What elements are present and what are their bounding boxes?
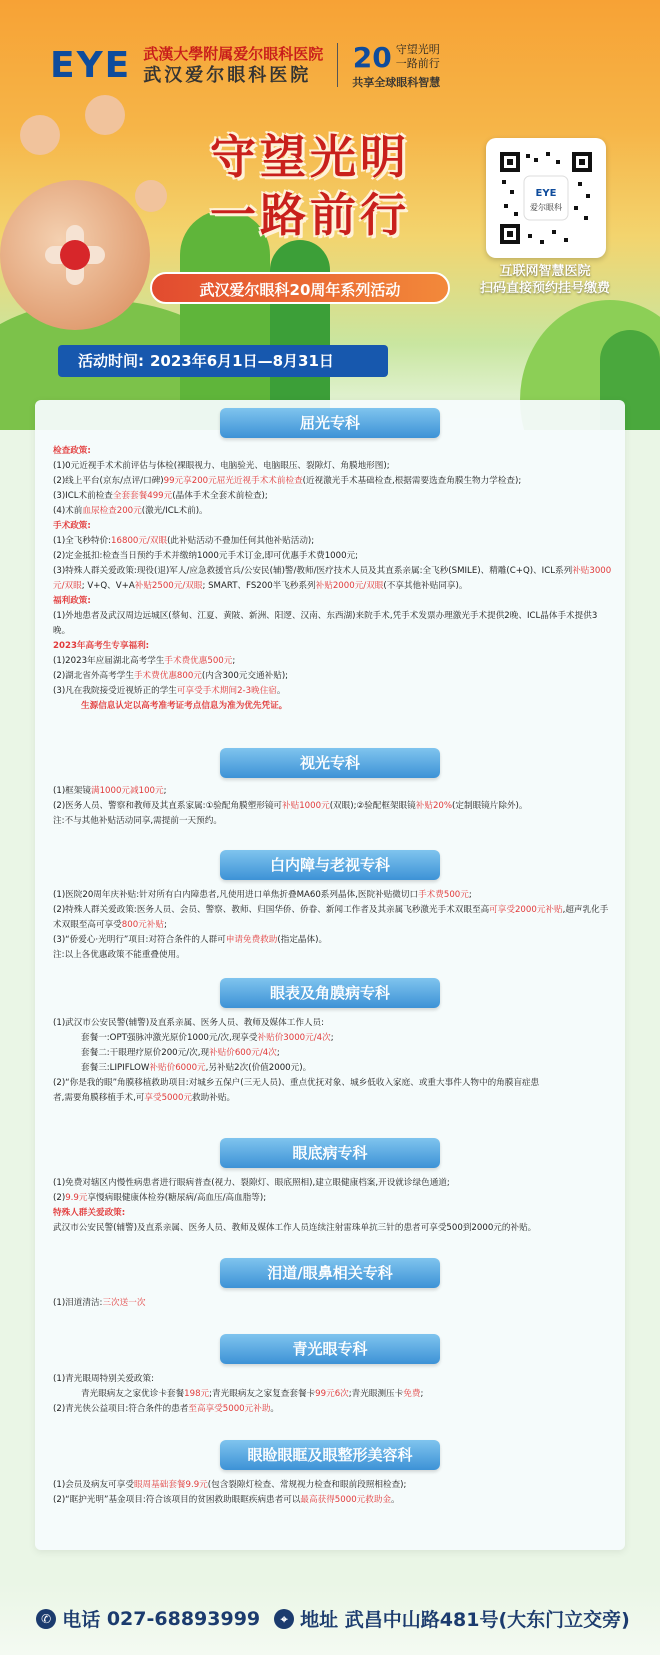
qr-brand: 爱尔眼科 xyxy=(530,203,562,212)
policy-line: 武汉市公安民警(辅警)及直系亲属、医务人员、教师及媒体工作人员连续注射雷珠单抗三针的患者可享受500到2000元的补贴。 xyxy=(53,1223,537,1233)
section-title-refractive: 屈光专科 xyxy=(220,408,440,438)
policy-line: (1)泪道清洁:三次送一次 xyxy=(53,1298,146,1308)
section-oculoplastic xyxy=(53,1478,613,1508)
section-title-lacrimal: 泪道/眼鼻相关专科 xyxy=(220,1258,440,1288)
section-title-cataract: 白内障与老视专科 xyxy=(220,850,440,880)
qr-code-icon xyxy=(486,138,606,258)
policy-note: 注:以上各优惠政策不能重叠使用。 xyxy=(53,950,185,960)
qr-caption-line-1: 互联网智慧医院 xyxy=(499,264,591,279)
address-label: 地址 xyxy=(300,1609,339,1631)
policy-line: (1)会员及病友可享受眼周基础套餐9.9元(包含裂隙灯检查、常规视力检查和眼前段照相检查); xyxy=(53,1480,407,1490)
policy-line: (2)定金抵扣:检查当日预约手术并缴纳1000元手术订金,即可优惠手术费1000元; xyxy=(53,551,359,561)
anniversary-logo xyxy=(352,41,440,90)
hospital-name-2: 武汉爱尔眼科医院 xyxy=(143,65,312,86)
section-lacrimal xyxy=(53,1296,613,1311)
policy-line: 青光眼病友之家优诊卡套餐198元;青光眼病友之家复查套餐卡99元6次;青光眼测压卡免费; xyxy=(81,1389,424,1399)
location-pin-icon: ⌖ xyxy=(274,1609,294,1629)
phone-number[interactable]: 027-68893999 xyxy=(106,1607,261,1630)
hospital-names xyxy=(143,43,323,87)
section-refractive xyxy=(53,444,613,714)
policy-line: 者,需要角膜移植手术,可享受5000元救助补贴。 xyxy=(53,1093,236,1103)
anniversary-slogan xyxy=(396,43,440,71)
anniversary-badge: 20 xyxy=(352,40,392,74)
policy-heading: 检查政策: xyxy=(53,446,91,456)
content-panel xyxy=(35,400,625,1550)
policy-line: (2)9.9元享慢病眼健康体检券(糖尿病/高血压/高血脂等); xyxy=(53,1193,267,1203)
slogan-line-1: 守望光明 xyxy=(395,43,440,56)
hospital-name-1: 武漢大學附属爱尔眼科医院 xyxy=(143,45,324,63)
policy-heading: 特殊人群关爱政策: xyxy=(53,1208,126,1218)
policy-line: 套餐一:OPT强脉冲激光原价1000元/次,现享受补贴价3000元/4次; xyxy=(81,1033,334,1043)
section-title-cornea: 眼表及角膜病专科 xyxy=(220,978,440,1008)
policy-line: (1)全飞秒特价:16800元/双眼(此补贴活动不叠加任何其他补贴活动); xyxy=(53,536,315,546)
address-value: 武昌中山路481号(大东门立交旁) xyxy=(344,1609,630,1631)
hero-subtitle: 武汉爱尔眼科20周年系列活动 xyxy=(150,272,450,304)
policy-line: (2)医务人员、警察和教师及其直系家属:①验配角膜塑形镜可补贴1000元(双眼);②验配框架眼镜补贴20%(定制眼镜片除外)。 xyxy=(53,801,528,811)
child-illustration xyxy=(20,115,60,155)
policy-line: (1)2023年应届湖北高考学生手术费优惠500元; xyxy=(53,656,236,666)
policy-line: (2)湖北省外高考学生手术费优惠800元(内含300元交通补贴); xyxy=(53,671,289,681)
policy-line: (1)0元近视手术术前评估与体检(裸眼视力、电脑验光、电脑眼压、裂隙灯、角膜地形图); xyxy=(53,461,390,471)
divider xyxy=(337,43,338,87)
section-cornea xyxy=(53,1016,613,1106)
propeller-hub xyxy=(60,240,90,270)
activity-date xyxy=(58,345,388,377)
eye-logo: EYE xyxy=(50,44,132,86)
section-title-oculoplastic: 眼睑眼眶及眼整形美容科 xyxy=(220,1440,440,1470)
hero-title xyxy=(155,128,465,244)
phone-icon: ✆ xyxy=(36,1609,56,1629)
date-value: 2023年6月1日—8月31日 xyxy=(150,352,334,370)
policy-line: (2)青光侠公益项目:符合条件的患者至高享受5000元补助。 xyxy=(53,1404,280,1414)
hero-title-line-2: 一路前行 xyxy=(210,188,410,242)
hero-banner xyxy=(0,0,660,430)
policy-line: (3)凡在我院接受近视矫正的学生可享受手术期间2-3晚住宿。 xyxy=(53,686,286,696)
section-optometry xyxy=(53,784,613,829)
section-title-glaucoma: 青光眼专科 xyxy=(220,1334,440,1364)
policy-line: (1)医院20周年庆补贴:针对所有白内障患者,凡使用进口单焦折叠MA60系列晶体,医院补贴微切口手术费500元; xyxy=(53,890,472,900)
hero-title-line-1: 守望光明 xyxy=(210,130,410,184)
footer-contact xyxy=(0,1582,660,1655)
policy-heading: 福利政策: xyxy=(53,596,91,606)
policy-line: (1)外地患者及武汉周边远城区(蔡甸、江夏、黄陂、新洲、阳逻、汉南、东西湖)来院手术,凭手术发票办理激光手术提供2晚、ICL晶体手术提供3晚。 xyxy=(53,611,598,636)
policy-line: (2)线上平台(京东/点评/口碑)99元享200元屈光近视手术术前检查(近视激光手术基础检查,根据需要选查角膜生物力学检查); xyxy=(53,476,522,486)
phone-label: 电话 xyxy=(62,1609,101,1631)
policy-line: (1)武汉市公安民警(辅警)及直系亲属、医务人员、教师及媒体工作人员: xyxy=(53,1018,324,1028)
policy-line: (2)特殊人群关爱政策:医务人员、会员、警察、教师、归国华侨、侨眷、新闻工作者及其亲属飞秒激光手术双眼至高可享受2000元补贴,超声乳化手术双眼至高可享受800元补贴; xyxy=(53,905,609,930)
section-retina xyxy=(53,1176,613,1236)
header-logos xyxy=(50,40,440,90)
policy-line: (2)“眶护光明”基金项目:符合该项目的贫困救助眼眶疾病患者可以最高获得5000元救助金。 xyxy=(53,1495,400,1505)
section-glaucoma xyxy=(53,1372,613,1417)
child-illustration xyxy=(85,95,125,135)
policy-line: (2)“你是我的眼”角膜移植救助项目:对城乡五保户(三无人员)、重点优抚对象、城乡低收入家庭、或重大事件人物中的角膜盲症患 xyxy=(53,1078,540,1088)
section-title-retina: 眼底病专科 xyxy=(220,1138,440,1168)
slogan-line-2: 一路前行 xyxy=(395,57,440,70)
policy-line: 套餐三:LIPIFLOW补贴价6000元,另补贴2次(价值2000元)。 xyxy=(81,1063,312,1073)
policy-line: (3)特殊人群关爱政策:现役(退)军人/应急救援官兵/公安民(辅)警/教师/医疗技术人员及其直系亲属:全飞秒(SMILE)、精雕(C+Q)、ICL系列补贴3000元/双眼; V+Q、V+A补贴2500元/双眼; SMART、FS200半飞秒系列补贴2000元/双眼(不享其他补贴同享)。 xyxy=(53,566,612,591)
policy-line: (1)青光眼周特别关爱政策: xyxy=(53,1374,155,1384)
section-title-optometry: 视光专科 xyxy=(220,748,440,778)
policy-heading: 2023年高考生专享福利: xyxy=(53,641,150,651)
policy-note: 注:不与其他补贴活动同享,需提前一天预约。 xyxy=(53,816,222,826)
date-label: 活动时间: xyxy=(78,352,144,370)
section-cataract xyxy=(53,888,613,963)
policy-line: (3)ICL术前检查全套套餐499元(晶体手术全套术前检查); xyxy=(53,491,268,501)
propeller-illustration xyxy=(0,180,150,330)
svg-text:EYE: EYE xyxy=(535,188,557,199)
qr-caption-line-2: 扫码直接预约挂号缴费 xyxy=(479,281,610,296)
qr-code[interactable] xyxy=(486,138,606,258)
policy-heading: 手术政策: xyxy=(53,521,91,531)
policy-line: (4)术前血尿检查200元(激光/ICL术前)。 xyxy=(53,506,208,516)
policy-line: 套餐二:干眼理疗原价200元/次,现补贴价600元/4次; xyxy=(81,1048,280,1058)
brand-sub: 共享全球眼科智慧 xyxy=(352,75,441,89)
policy-line: (1)免费对辖区内慢性病患者进行眼病普查(视力、裂隙灯、眼底照相),建立眼健康档案,开设就诊绿色通道; xyxy=(53,1178,450,1188)
policy-line: (1)框架镜满1000元减100元; xyxy=(53,786,167,796)
qr-caption xyxy=(460,263,630,297)
policy-note: 生源信息认定以高考准考证考点信息为准为优先凭证。 xyxy=(81,701,288,711)
policy-line: (3)“侨爱心·光明行”项目:对符合条件的人群可申请免费救助(指定晶体)。 xyxy=(53,935,328,945)
